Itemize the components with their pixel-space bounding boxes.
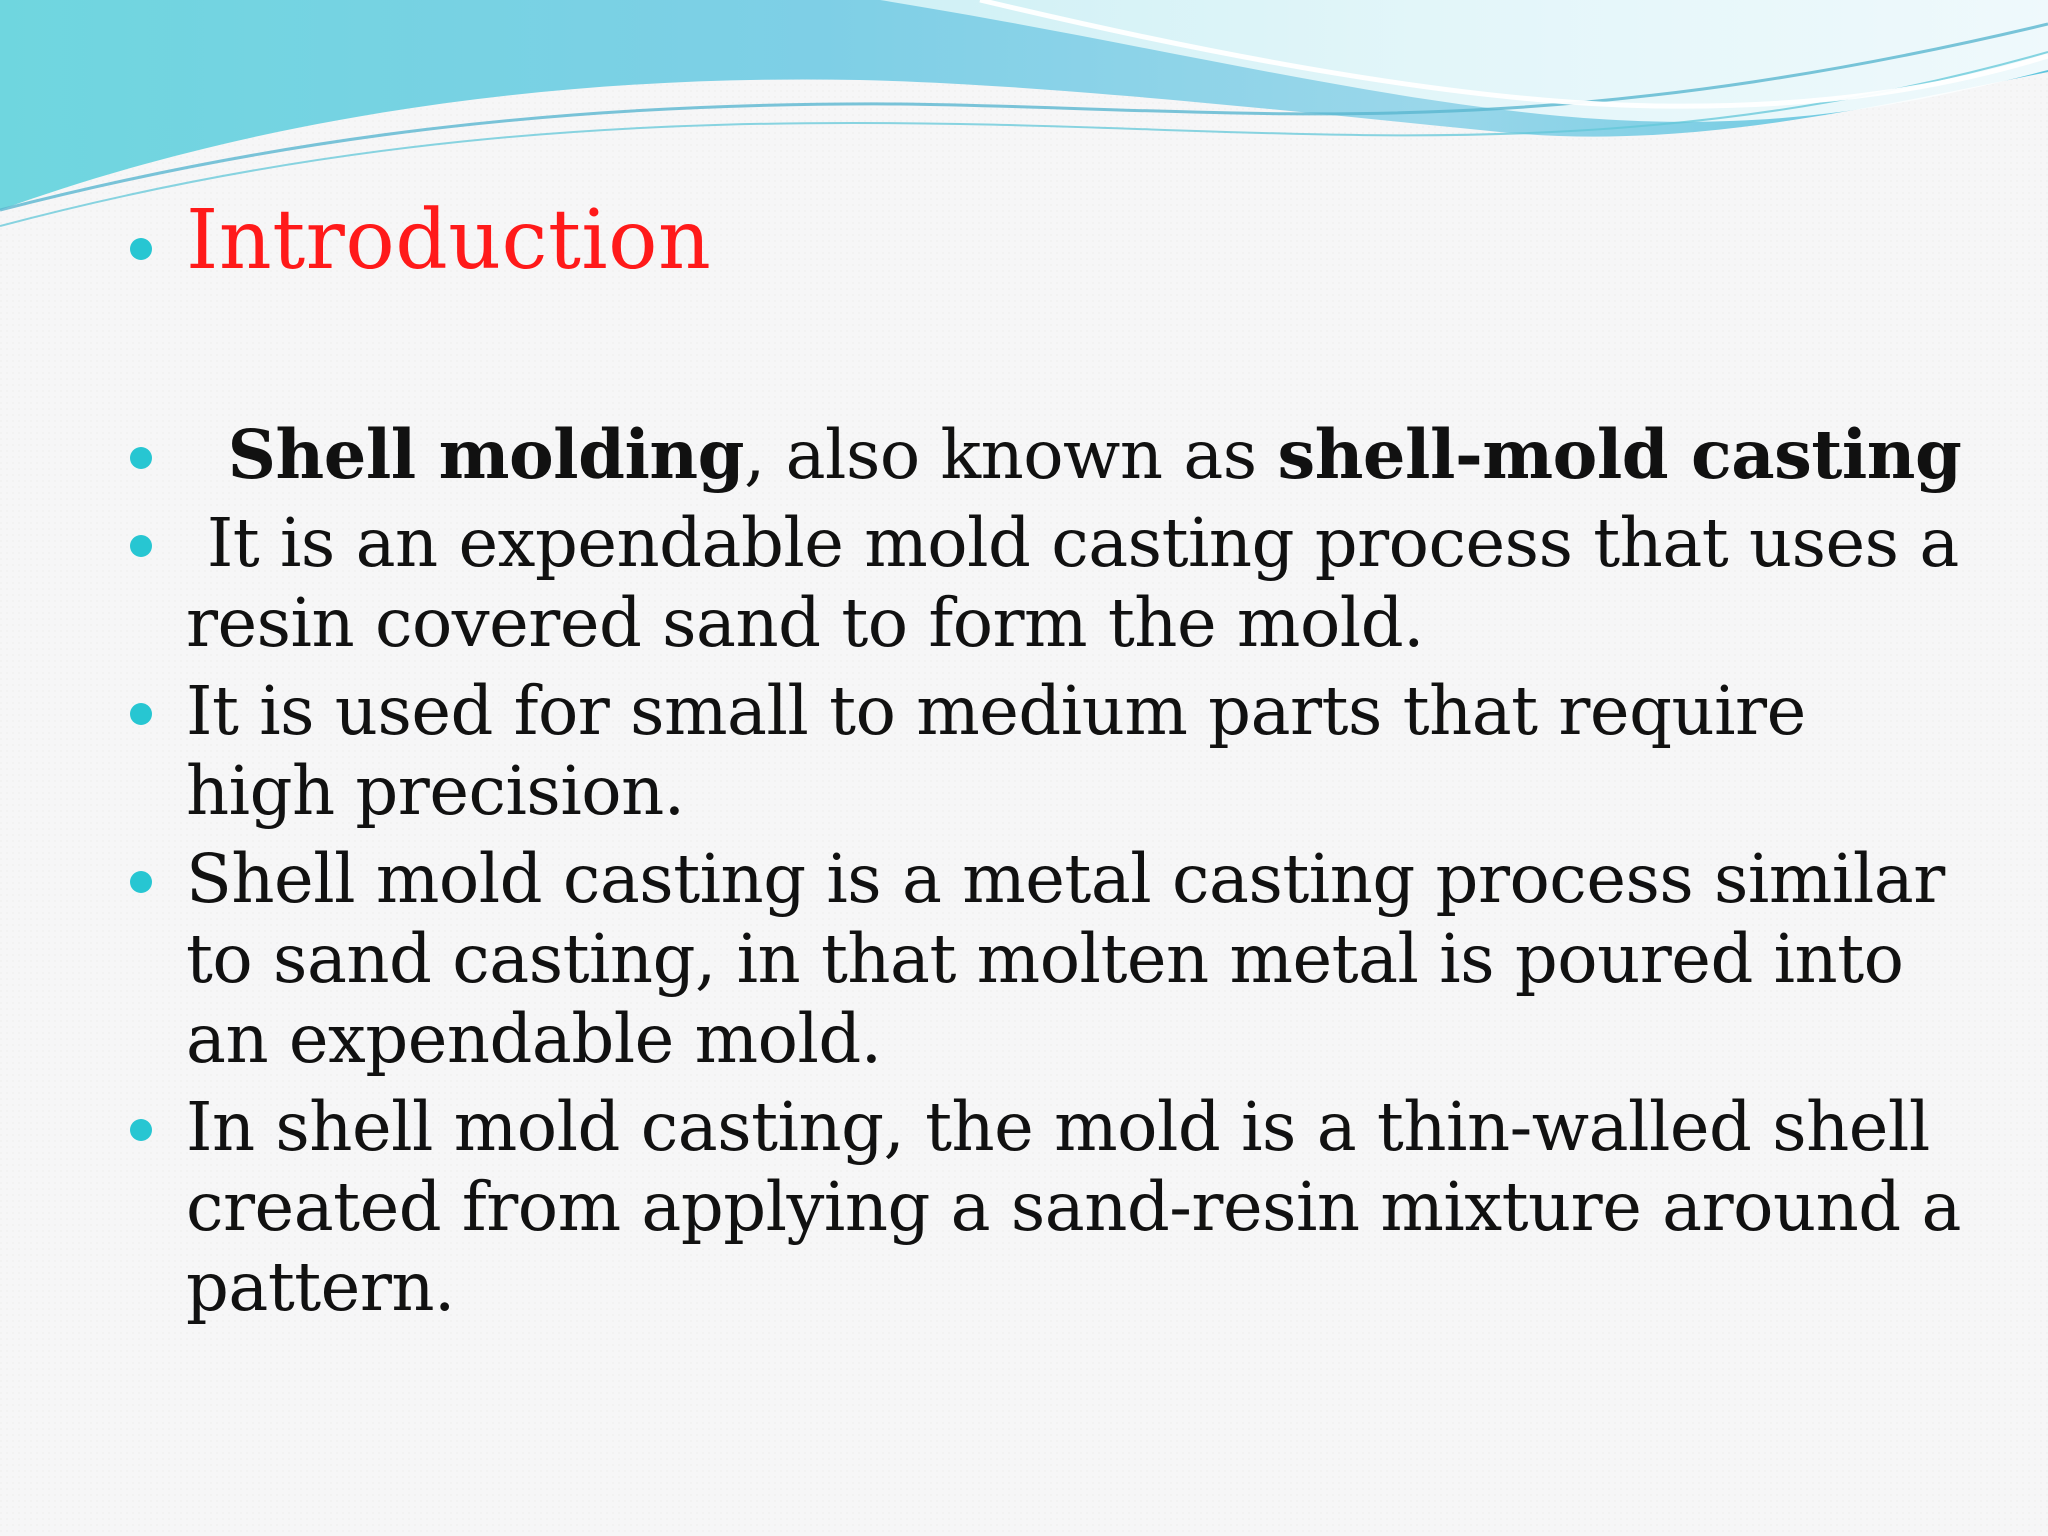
bold-term: shell-mold casting [1277, 415, 1962, 494]
title-bullet-icon [130, 238, 152, 260]
bullet-item [130, 415, 1970, 495]
bullet-icon [130, 703, 152, 725]
bullet-icon [130, 447, 152, 469]
bullet-text: It is used for small to medium parts that require high precision. [186, 672, 1806, 830]
bullet-list [130, 415, 1970, 1335]
bullet-icon [130, 871, 152, 893]
bullet-item [130, 503, 1970, 663]
bullet-text: It is an expendable mold casting process that uses a resin covered sand to form the mold. [186, 504, 1959, 662]
bullet-text [186, 416, 1961, 494]
bullet-text-segment: , also known as [743, 416, 1278, 494]
bullet-item [130, 839, 1970, 1079]
bullet-item [130, 1087, 1970, 1327]
bullet-icon [130, 1119, 152, 1141]
slide-title: Introduction [186, 193, 712, 288]
bullet-icon [130, 535, 152, 557]
title-row [130, 190, 1990, 330]
bullet-item [130, 671, 1970, 831]
slide-content [130, 190, 1990, 1326]
bullet-text: In shell mold casting, the mold is a thin-walled shell created from applying a sand-resin mixture around a pattern. [186, 1088, 1961, 1326]
bold-term: Shell molding [227, 415, 744, 494]
bullet-text: Shell mold casting is a metal casting process similar to sand casting, in that molten metal is poured into an expendable mold. [186, 840, 1945, 1078]
